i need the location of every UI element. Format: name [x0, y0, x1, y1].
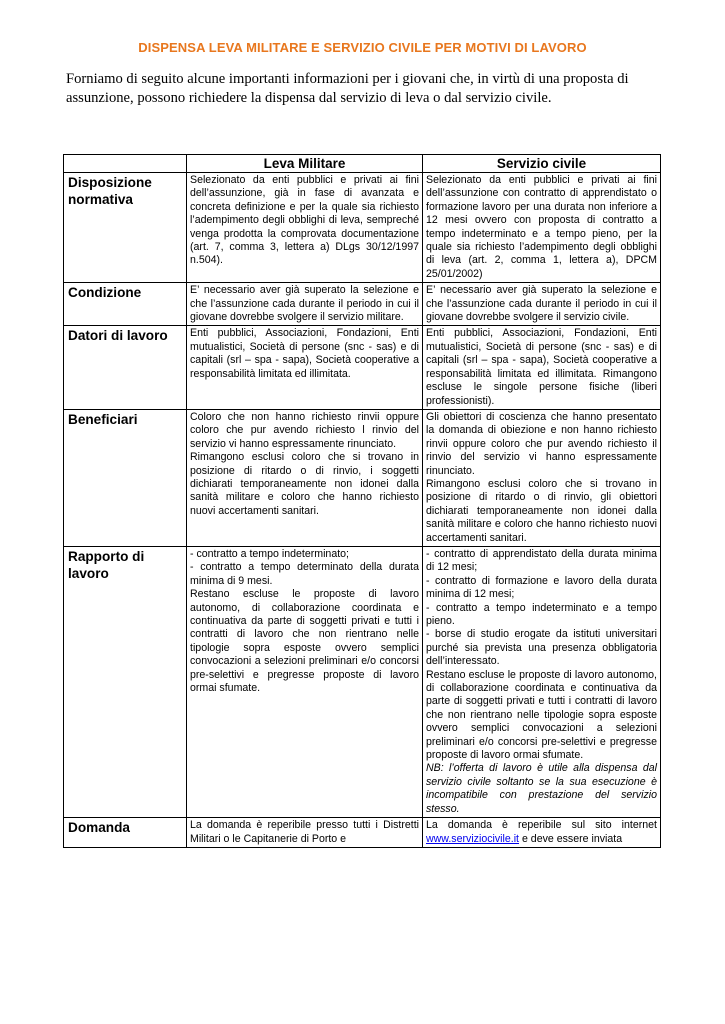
- cell-text: - contratto di formazione e lavoro della durata minima di 12 mesi;: [426, 574, 657, 601]
- table-row: [64, 818, 661, 848]
- table-row: [64, 173, 661, 283]
- cell-leva: [187, 326, 423, 409]
- cell-leva: [187, 409, 423, 546]
- row-label-datori: Datori di lavoro: [64, 326, 187, 409]
- row-label-disposizione: Disposizione normativa: [64, 173, 187, 283]
- cell-text: [426, 819, 657, 846]
- cell-text: - borse di studio erogate da istituti universitari purché sia prevista una presenza obbligatoria dell’interessato.: [426, 628, 657, 668]
- row-label-beneficiari: Beneficiari: [64, 409, 187, 546]
- header-servizio-civile: Servizio civile: [423, 155, 661, 173]
- cell-text: - contratto a tempo determinato della durata minima di 9 mesi.: [190, 561, 419, 587]
- serviziocivile-link[interactable]: www.serviziocivile.it: [426, 832, 520, 845]
- cell-text: Restano escluse le proposte di lavoro autonomo, di collaborazione coordinata e continuativa da parte di soggetti privati e tutti i contratti di lavoro che non rientrano nelle tipologie sopra esposte ovvero semplici convocazioni a selezioni preliminari e/o concorsi pre-selettivi e pregresse proposte di lavoro ormai sfumate.: [190, 588, 419, 695]
- cell-text: Rimangono esclusi coloro che si trovano in posizione di ritardo o di rinvio, gli obiettori dichiarati temporaneamente non idonei dalla sanità militare e coloro che hanno richiesto nuovi accertamenti sanitari.: [426, 477, 657, 544]
- domanda-text-post: e deve essere inviata: [521, 832, 623, 845]
- header-empty: [64, 155, 187, 173]
- cell-text: - contratto a tempo indeterminato;: [190, 547, 349, 560]
- row-label-domanda: Domanda: [64, 818, 187, 848]
- cell-text: Gli obiettori di coscienza che hanno presentato la domanda di obiezione e non hanno richiesto rinvii oppure coloro che pur avendo richiesto il rinvio del servizio vi hanno espressamente rinunciato.: [426, 410, 657, 477]
- dispensa-table: [63, 154, 661, 848]
- table-row: [64, 409, 661, 546]
- table-row: [64, 283, 661, 326]
- cell-text: E’ necessario aver già superato la selezione e che l’assunzione cada durante il periodo in cui il giovane dovrebbe svolgere il servizio civile.: [426, 284, 657, 324]
- cell-text: Selezionato da enti pubblici e privati ai fini dell’assunzione, già in fase di avanzata e concreta definizione e per la quale sia richiesto l’adempimento degli obblighi di leva, sempreché venga prodotta la comprovata documentazione (art. 7, comma 3, lettera a) DLgs 30/12/1997 n.504).: [190, 174, 419, 267]
- cell-leva: [187, 818, 423, 848]
- nb-note: NB: l’offerta di lavoro è utile alla dispensa dal servizio civile soltanto se la sua esecuzione è incompatibile con prestazione del servizio stesso.: [426, 762, 657, 815]
- table-row: [64, 546, 661, 817]
- cell-text: - contratto di apprendistato della durata minima di 12 mesi;: [426, 547, 657, 574]
- header-leva-militare: Leva Militare: [187, 155, 423, 173]
- page-title: DISPENSA LEVA MILITARE E SERVIZIO CIVILE PER MOTIVI DI LAVORO: [138, 40, 587, 55]
- cell-leva: [187, 283, 423, 326]
- cell-civile: [423, 818, 661, 848]
- cell-civile: [423, 283, 661, 326]
- table-header-row: [64, 155, 661, 173]
- intro-paragraph: Forniamo di seguito alcune importanti informazioni per i giovani che, in virtù di una proposta di assunzione, possono richiedere la dispensa dal servizio di leva o dal servizio civile.: [66, 71, 629, 106]
- cell-text: - contratto a tempo indeterminato e a tempo pieno.: [426, 601, 657, 627]
- cell-civile: [423, 173, 661, 283]
- cell-text: Rimangono esclusi coloro che si trovano in posizione di ritardo o di rinvio, i soggetti dichiarati temporaneamente non idonei dalla sanità militare e coloro che hanno richiesto nuovi accertamenti sanitari.: [190, 451, 419, 517]
- cell-civile: [423, 326, 661, 409]
- domanda-text-pre: La domanda è reperibile sul sito internet: [426, 819, 657, 832]
- cell-text: Restano escluse le proposte di lavoro autonomo, di collaborazione coordinata e continuativa da parte di soggetti privati e tutti i contratti di lavoro che non rientrano nelle tipologie sopra esposte ovvero semplici convocazioni a selezioni preliminari e/o concorsi pre-selettivi e pregresse proposte di lavoro ormai sfumate.: [426, 668, 657, 762]
- cell-civile: [423, 409, 661, 546]
- cell-text: Enti pubblici, Associazioni, Fondazioni, Enti mutualistici, Società di persone (snc - sas) e di capitali (srl – spa - sapa), Società cooperative a responsabilità limitata ed illimitata.: [190, 327, 419, 380]
- cell-civile: [423, 546, 661, 817]
- cell-text: La domanda è reperibile presso tutti i Distretti Militari o le Capitanerie di Porto e: [190, 819, 419, 845]
- cell-leva: [187, 546, 423, 817]
- cell-text: Coloro che non hanno richiesto rinvii oppure coloro che pur avendo richiesto l rinvio del servizio vi hanno espressamente rinunciato.: [190, 410, 419, 450]
- row-label-condizione: Condizione: [64, 283, 187, 326]
- cell-text: Selezionato da enti pubblici e privati ai fini dell’assunzione con contratto di apprendistato o formazione lavoro per una durata non inferiore a 12 mesi ovvero con proposta di contratto a tempo indeterminato e a tempo pieno, per la quale sia richiesto l’adempimento degli obblighi di leva (art. 2, comma 1, lettera a), DPCM 25/01/2002): [426, 174, 657, 280]
- cell-leva: [187, 173, 423, 283]
- cell-text: Enti pubblici, Associazioni, Fondazioni, Enti mutualistici, Società di persone (snc - sas) e di capitali (srl – spa - sapa), Società cooperative a responsabilità limitata ed illimitata. Rimangono escluse le singole persone fisiche (liberi professionisti).: [426, 327, 657, 407]
- cell-text: E’ necessario aver già superato la selezione e che l’assunzione cada durante il periodo in cui il giovane dovrebbe svolgere il servizio militare.: [190, 284, 419, 324]
- row-label-rapporto: Rapporto di lavoro: [64, 546, 187, 817]
- table-row: [64, 326, 661, 409]
